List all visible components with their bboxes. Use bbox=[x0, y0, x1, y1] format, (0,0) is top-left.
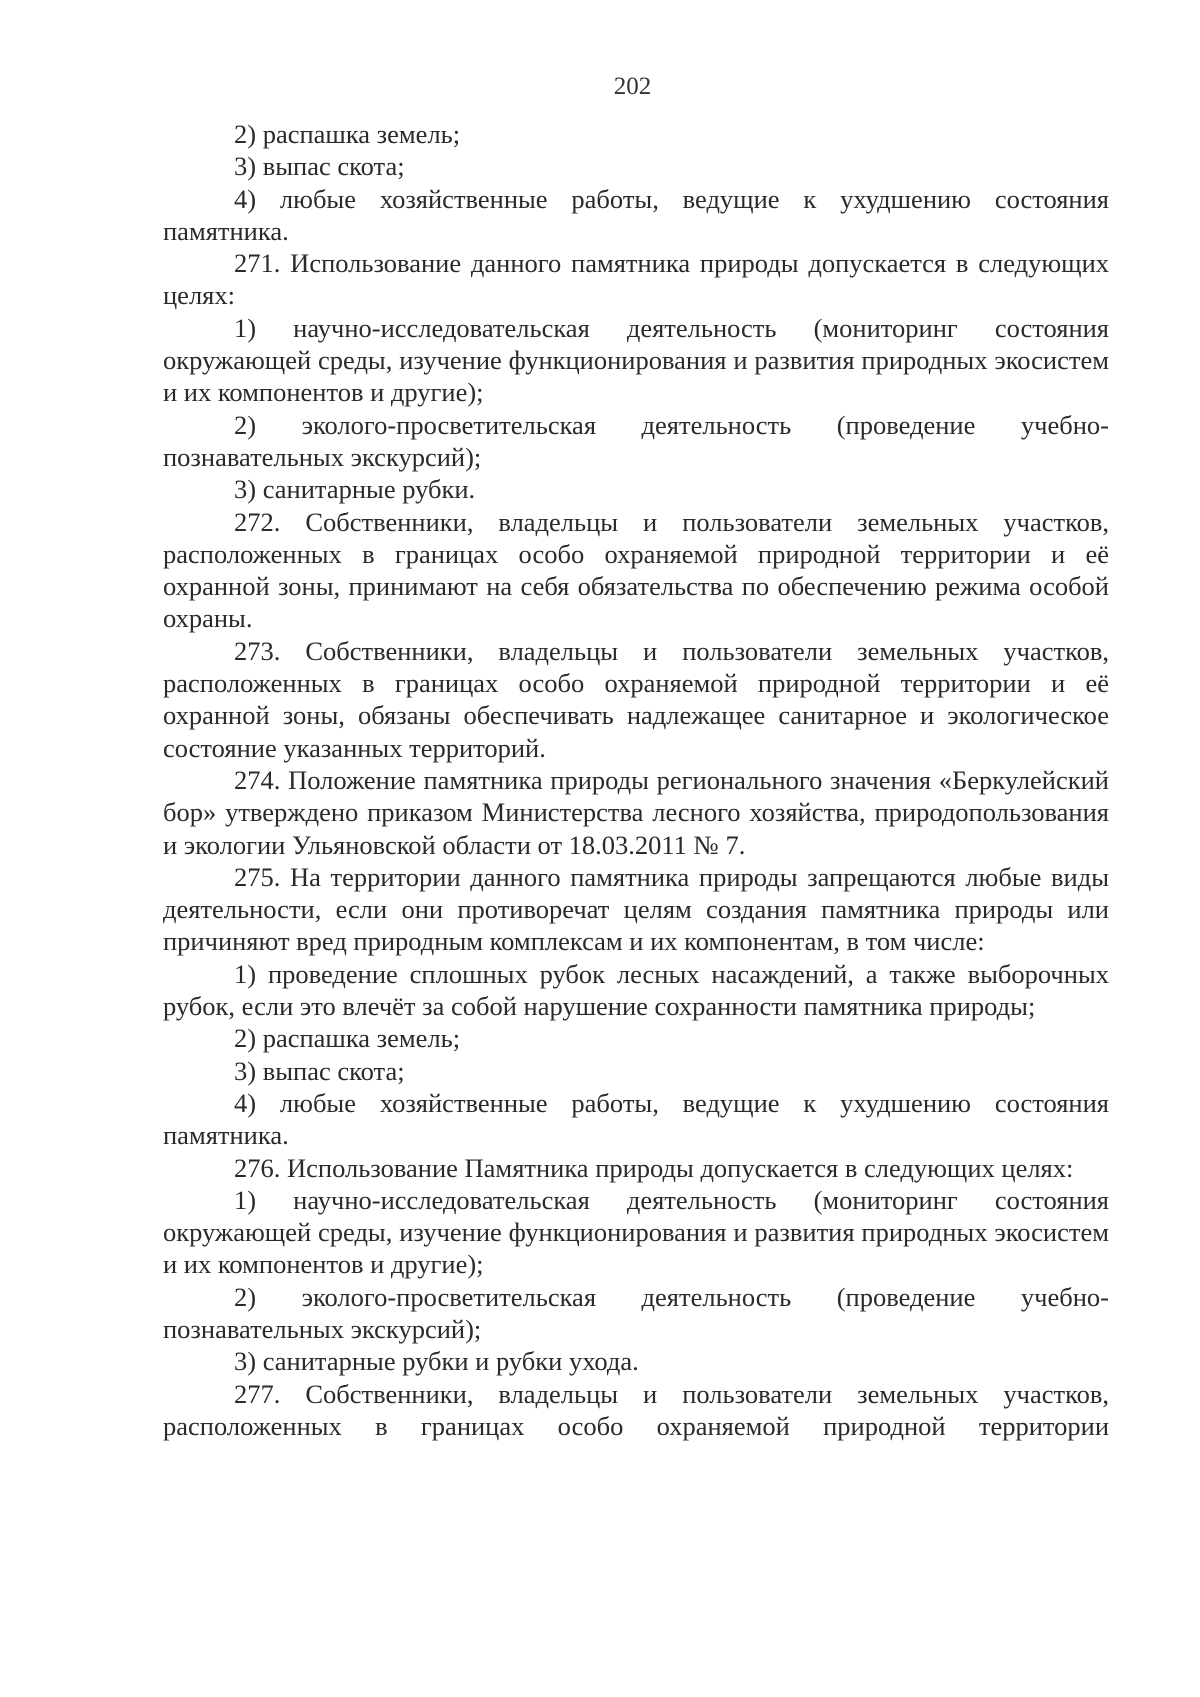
list-item: 1) научно-исследовательская деятельность (мониторинг состояния окружающей среды, изучение функционирования и развития природных экосистем и их компонентов и другие); bbox=[163, 312, 1109, 408]
clause-275: 275. На территории данного памятника природы запрещаются любые виды деятельности, если они противоречат целям создания памятника природы или причиняют вред природным комплексам и их компонентам, в том числе: bbox=[163, 861, 1109, 957]
list-item: 3) санитарные рубки. bbox=[234, 474, 476, 505]
list-item: 2) эколого-просветительская деятельность (проведение учебно-познавательных экскурсий); bbox=[163, 1281, 1109, 1344]
list-item: 2) эколого-просветительская деятельность (проведение учебно-познавательных экскурсий); bbox=[163, 409, 1109, 472]
list-item: 3) санитарные рубки и рубки ухода. bbox=[234, 1346, 639, 1377]
clause-274: 274. Положение памятника природы регионального значения «Беркулейский бор» утверждено приказом Министерства лесного хозяйства, природопользования и экологии Ульяновской области от 18.03.2011 № 7. bbox=[163, 764, 1109, 860]
list-item: 2) распашка земель; bbox=[234, 119, 461, 149]
clause-277: 277. Собственники, владельцы и пользователи земельных участков, расположенных в границах особо охраняемой природной территории bbox=[163, 1378, 1109, 1441]
page-number: 202 bbox=[613, 73, 652, 100]
list-item: 2) распашка земель; bbox=[234, 1023, 461, 1054]
list-item: 3) выпас скота; bbox=[234, 1055, 405, 1086]
clause-276: 276. Использование Памятника природы допускается в следующих целях: bbox=[234, 1152, 1074, 1183]
list-item: 1) научно-исследовательская деятельность (мониторинг состояния окружающей среды, изучение функционирования и развития природных экосистем и их компонентов и другие); bbox=[163, 1184, 1109, 1280]
list-item: 4) любые хозяйственные работы, ведущие к ухудшению состояния памятника. bbox=[163, 183, 1109, 246]
clause-272: 272. Собственники, владельцы и пользователи земельных участков, расположенных в границах особо охраняемой природной территории и её охранной зоны, принимают на себя обязательства по обеспечению режима особой охраны. bbox=[163, 506, 1109, 634]
clause-271: 271. Использование данного памятника природы допускается в следующих целях: bbox=[163, 248, 1109, 311]
list-item: 3) выпас скота; bbox=[234, 151, 405, 182]
list-item: 4) любые хозяйственные работы, ведущие к ухудшению состояния памятника. bbox=[163, 1087, 1109, 1151]
clause-273: 273. Собственники, владельцы и пользователи земельных участков, расположенных в границах особо охраняемой природной территории и её охранной зоны, обязаны обеспечивать надлежащее санитарное и экологическое состояние указанных территорий. bbox=[163, 635, 1109, 763]
document-body bbox=[163, 118, 1109, 1442]
list-item: 1) проведение сплошных рубок лесных насаждений, а также выборочных рубок, если это влечёт за собой нарушение сохранности памятника природы; bbox=[163, 958, 1109, 1022]
